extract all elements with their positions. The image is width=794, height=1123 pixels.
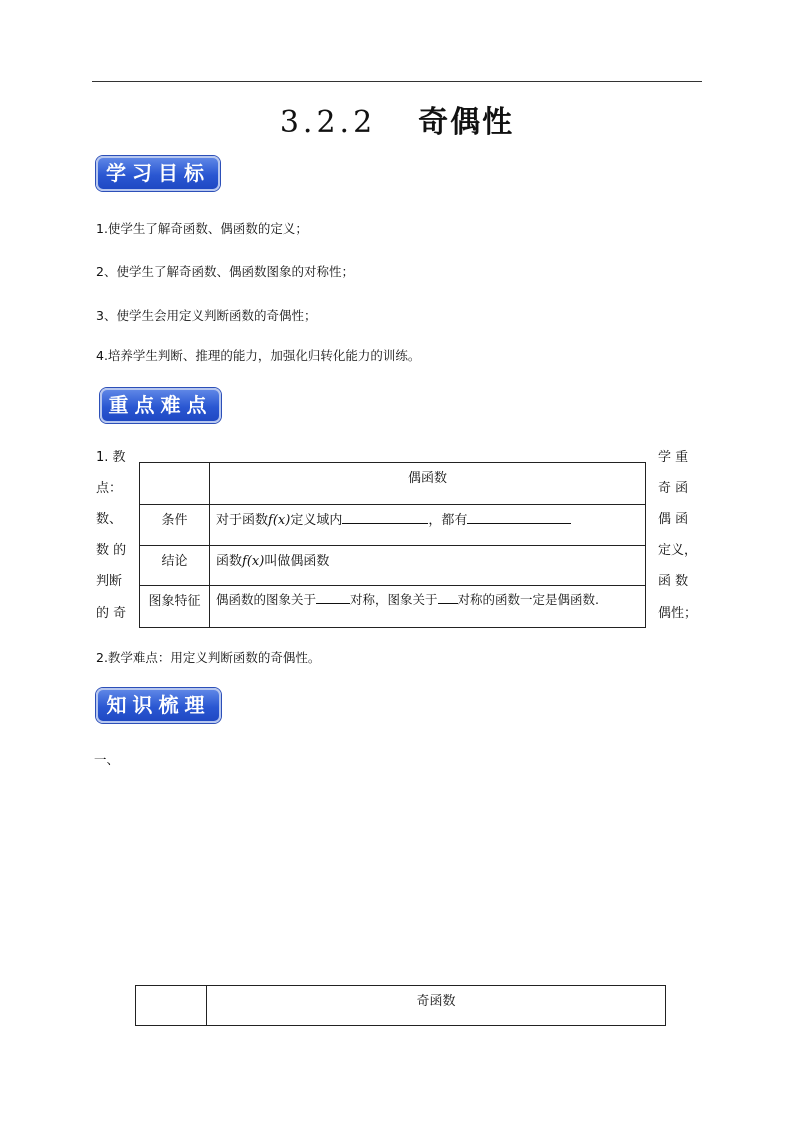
keypoint-right-line: 函 数 [658, 574, 689, 589]
keypoint-right-line: 定义， [658, 543, 698, 558]
row-label: 条件 [140, 505, 210, 546]
keypoint-left-line: 判断 [96, 574, 123, 589]
row-label: 图象特征 [140, 586, 210, 628]
odd-function-table [135, 985, 666, 1026]
row-content: 偶函数的图象关于 对称，图象关于 对称的函数一定是偶函数. [210, 586, 646, 628]
fill-blank[interactable] [438, 591, 458, 604]
knowledge-badge: 知识梳理 [96, 688, 221, 723]
row-label: 结论 [140, 546, 210, 586]
goal-item: 2、使学生了解奇函数、偶函数图象的对称性； [96, 264, 354, 279]
row-content: 函数f(x)叫做偶函数 [210, 546, 646, 586]
table-row [140, 586, 646, 628]
keypoint-left-line: 数 的 [96, 543, 127, 558]
goal-item: 4.培养学生判断、推理的能力，加强化归转化能力的训练。 [96, 348, 421, 363]
keypoint-left-line: 点： [96, 481, 123, 496]
goal-item: 3、使学生会用定义判断函数的奇偶性； [96, 308, 317, 323]
keypoint-right-line: 奇 函 [658, 481, 689, 496]
goal-item: 1.使学生了解奇函数、偶函数的定义； [96, 221, 308, 236]
fx-symbol: f(x) [268, 513, 291, 528]
fill-blank[interactable] [316, 591, 350, 604]
table-corner-cell [136, 986, 207, 1026]
table-header: 偶函数 [210, 463, 646, 505]
table-corner-cell [140, 463, 210, 505]
keypoint-right-line: 学 重 [658, 450, 689, 465]
difficulty-text: 2.教学难点：用定义判断函数的奇偶性。 [96, 650, 321, 665]
keypoints-badge: 重点难点 [100, 388, 221, 423]
even-function-table [139, 462, 646, 628]
table-header: 奇函数 [207, 986, 666, 1026]
fill-blank[interactable] [467, 511, 571, 524]
goals-badge: 学习目标 [96, 156, 220, 191]
knowledge-item-one: 一、 [94, 752, 120, 767]
keypoint-left-line: 数、 [96, 512, 123, 527]
keypoint-left-line: 的 奇 [96, 606, 127, 621]
row-content: 对于函数f(x)定义域内 ，都有 [210, 505, 646, 546]
table-row [140, 546, 646, 586]
table-row [140, 505, 646, 546]
keypoint-right-line: 偶性； [658, 606, 698, 621]
page-title [0, 97, 794, 141]
section-number: 3.2.2 [279, 105, 377, 140]
section-name: 奇偶性 [418, 105, 515, 140]
fx-symbol: f(x) [242, 554, 265, 569]
keypoint-right-line: 偶 函 [658, 512, 689, 527]
fill-blank[interactable] [342, 511, 428, 524]
header-rule [92, 81, 702, 82]
keypoint-left-line: 1. 教 [96, 450, 126, 465]
